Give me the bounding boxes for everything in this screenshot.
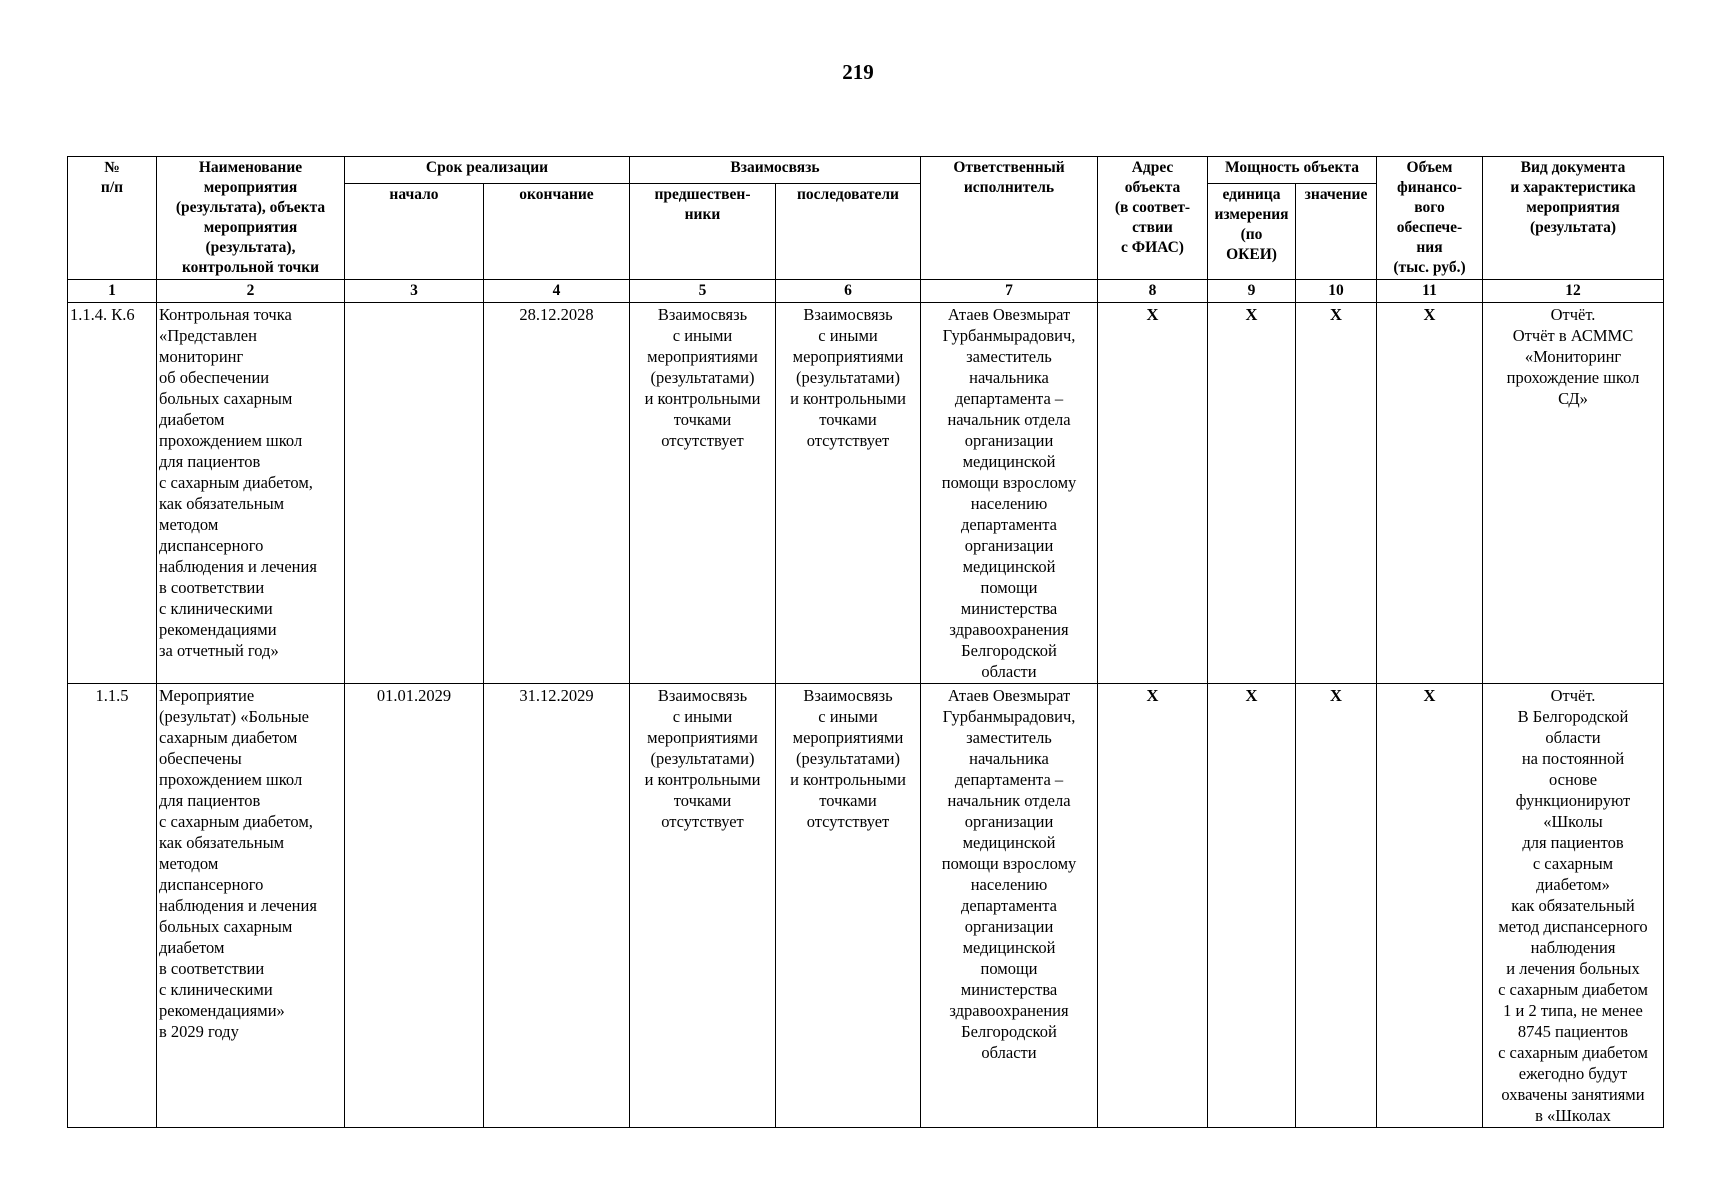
row-name: Мероприятие (результат) «Больные сахарным диабетом обеспечены прохождением школ для пациентов с сахарным диабетом, как обязательным методом диспансерного наблюдения и лечения больных сахарным диабетом в соответствии с клиническими рекомендациями» в 2029 году — [157, 684, 345, 1128]
row-unit: X — [1208, 303, 1296, 684]
header-responsible: Ответственный исполнитель — [921, 157, 1098, 280]
column-number: 11 — [1377, 280, 1483, 303]
column-number: 3 — [345, 280, 484, 303]
column-number-row — [68, 280, 1664, 303]
row-end: 28.12.2028 — [484, 303, 630, 684]
header-end: окончание — [484, 183, 630, 279]
row-responsible: Атаев Овезмырат Гурбанмырадович, заместитель начальника департамента – начальник отдела организации медицинской помощи взрослому населению департамента организации медицинской помощи министерства здравоохранения Белгородской области — [921, 684, 1098, 1128]
header-finance: Объем финансо- вого обеспече- ния (тыс. руб.) — [1377, 157, 1483, 280]
row-unit: X — [1208, 684, 1296, 1128]
column-number: 7 — [921, 280, 1098, 303]
row-responsible: Атаев Овезмырат Гурбанмырадович, заместитель начальника департамента – начальник отдела организации медицинской помощи взрослому населению департамента организации медицинской помощи министерства здравоохранения Белгородской области — [921, 303, 1098, 684]
table-row — [68, 684, 1664, 1128]
header-doc-type: Вид документа и характеристика мероприятия (результата) — [1483, 157, 1664, 280]
header-unit: единица измерения (по ОКЕИ) — [1208, 183, 1296, 279]
row-start — [345, 303, 484, 684]
row-predecessors: Взаимосвязь с иными мероприятиями (результатами) и контрольными точками отсутствует — [630, 684, 776, 1128]
header-successors: последователи — [776, 183, 921, 279]
row-successors: Взаимосвязь с иными мероприятиями (результатами) и контрольными точками отсутствует — [776, 303, 921, 684]
column-number: 10 — [1296, 280, 1377, 303]
column-number: 2 — [157, 280, 345, 303]
header-num: № п/п — [68, 157, 157, 280]
row-doc: Отчёт. Отчёт в АСММС «Мониторинг прохождение школ СД» — [1483, 303, 1664, 684]
column-number: 1 — [68, 280, 157, 303]
header-start: начало — [345, 183, 484, 279]
column-number: 6 — [776, 280, 921, 303]
row-value: X — [1296, 684, 1377, 1128]
header-value: значение — [1296, 183, 1377, 279]
row-num: 1.1.5 — [68, 684, 157, 1128]
row-finance: X — [1377, 684, 1483, 1128]
header-relation: Взаимосвязь — [630, 157, 921, 184]
row-address: X — [1098, 684, 1208, 1128]
row-finance: X — [1377, 303, 1483, 684]
row-value: X — [1296, 303, 1377, 684]
row-end: 31.12.2029 — [484, 684, 630, 1128]
header-predecessors: предшествен- ники — [630, 183, 776, 279]
table-row — [68, 303, 1664, 684]
column-number: 8 — [1098, 280, 1208, 303]
header-address: Адрес объекта (в соответ- ствии с ФИАС) — [1098, 157, 1208, 280]
row-doc: Отчёт. В Белгородской области на постоянной основе функционируют «Школы для пациентов с сахарным диабетом» как обязательный метод диспансерного наблюдения и лечения больных с сахарным диабетом 1 и 2 типа, не менее 8745 пациентов с сахарным диабетом ежегодно будут охвачены занятиями в «Школах — [1483, 684, 1664, 1128]
header-capacity: Мощность объекта — [1208, 157, 1377, 184]
row-successors: Взаимосвязь с иными мероприятиями (результатами) и контрольными точками отсутствует — [776, 684, 921, 1128]
row-predecessors: Взаимосвязь с иными мероприятиями (результатами) и контрольными точками отсутствует — [630, 303, 776, 684]
row-num: 1.1.4. К.6 — [68, 303, 157, 684]
page-number: 219 — [842, 60, 874, 84]
row-address: X — [1098, 303, 1208, 684]
header-row-1 — [68, 157, 1664, 184]
row-name: Контрольная точка «Представлен мониторинг об обеспечении больных сахарным диабетом прохождением школ для пациентов с сахарным диабетом, как обязательным методом диспансерного наблюдения и лечения в соответствии с клиническими рекомендациями за отчетный год» — [157, 303, 345, 684]
column-number: 12 — [1483, 280, 1664, 303]
column-number: 9 — [1208, 280, 1296, 303]
column-number: 4 — [484, 280, 630, 303]
header-period: Срок реализации — [345, 157, 630, 184]
plan-table — [67, 156, 1664, 1128]
column-number: 5 — [630, 280, 776, 303]
header-name: Наименование мероприятия (результата), объекта мероприятия (результата), контрольной точки — [157, 157, 345, 280]
row-start: 01.01.2029 — [345, 684, 484, 1128]
